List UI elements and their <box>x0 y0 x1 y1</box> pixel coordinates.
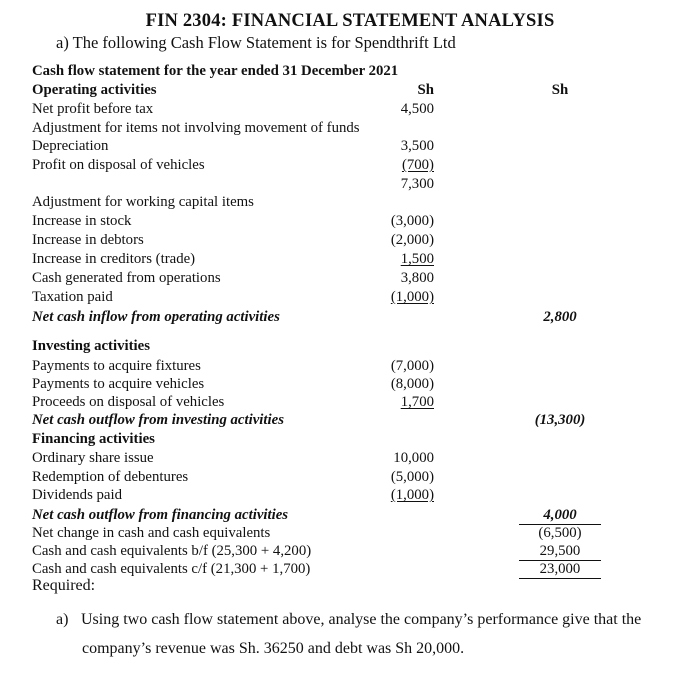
column-header-sh: Sh <box>417 82 434 98</box>
row-amount: 3,800 <box>400 270 434 286</box>
row-total: 2,800 <box>543 309 577 325</box>
row-total: 23,000 <box>519 561 601 579</box>
row-label: Net profit before tax <box>32 101 154 117</box>
statement-row <box>0 232 700 251</box>
row-label: Proceeds on disposal of vehicles <box>32 394 225 410</box>
row-amount: (3,000) <box>390 213 434 229</box>
row-amount: (5,000) <box>390 469 434 485</box>
row-amount: (1,000) <box>390 289 434 305</box>
question-text <box>56 605 682 663</box>
statement-row <box>0 394 700 413</box>
row-total: 4,000 <box>519 507 601 525</box>
row-label: Redemption of debentures <box>32 469 189 485</box>
question-intro: a) The following Cash Flow Statement is for Spendthrift Ltd <box>56 33 456 52</box>
row-label: Dividends paid <box>32 487 123 503</box>
column-header-sh: Sh <box>551 82 569 98</box>
row-amount: (7,000) <box>390 358 434 374</box>
section-heading-investing: Investing activities <box>32 338 150 354</box>
statement-row <box>0 213 700 232</box>
row-total: 29,500 <box>519 543 601 561</box>
row-label: Cash generated from operations <box>32 270 221 286</box>
row-amount: (8,000) <box>390 376 434 392</box>
row-total: (6,500) <box>538 525 582 541</box>
row-label: Cash and cash equivalents c/f (21,300 + 1,700) <box>32 561 311 577</box>
row-total: (13,300) <box>534 412 586 428</box>
row-label: Net change in cash and cash equivalents <box>32 525 271 541</box>
page-title: FIN 2304: FINANCIAL STATEMENT ANALYSIS <box>145 11 555 31</box>
statement-row <box>0 309 700 328</box>
statement-row <box>0 525 700 544</box>
statement-row <box>0 82 700 101</box>
statement-row <box>0 176 700 195</box>
row-amount: (2,000) <box>390 232 434 248</box>
row-amount: 3,500 <box>400 138 434 154</box>
statement-row <box>0 376 700 395</box>
row-label-total: Net cash outflow from financing activities <box>32 507 289 523</box>
row-label: Cash and cash equivalents b/f (25,300 + 4,200) <box>32 543 312 559</box>
row-label: Taxation paid <box>32 289 113 305</box>
question-line-1: Using two cash flow statement above, analyse the company’s performance give that the <box>81 611 642 628</box>
row-label: Adjustment for working capital items <box>32 194 254 210</box>
row-label: Increase in creditors (trade) <box>32 251 196 267</box>
statement-row <box>0 101 700 120</box>
statement-row <box>0 450 700 469</box>
row-label-total: Net cash inflow from operating activities <box>32 309 280 325</box>
statement-row <box>0 157 700 176</box>
row-amount: (1,000) <box>390 487 434 503</box>
statement-row <box>0 358 700 377</box>
statement-row <box>0 138 700 157</box>
section-heading-operating: Operating activities <box>32 82 157 98</box>
statement-row <box>0 543 700 562</box>
row-label: Increase in stock <box>32 213 132 229</box>
row-label: Payments to acquire vehicles <box>32 376 205 392</box>
required-label: Required: <box>32 577 96 594</box>
statement-row <box>0 338 700 357</box>
row-label: Increase in debtors <box>32 232 144 248</box>
row-label-total: Net cash outflow from investing activities <box>32 412 284 428</box>
statement-row <box>0 507 700 526</box>
row-amount: 10,000 <box>393 450 434 466</box>
statement-row <box>0 194 700 213</box>
row-label: Payments to acquire fixtures <box>32 358 201 374</box>
statement-row <box>0 289 700 308</box>
question-number: a) <box>56 611 69 628</box>
row-label: Ordinary share issue <box>32 450 154 466</box>
row-amount: 4,500 <box>400 101 434 117</box>
statement-row <box>0 412 700 431</box>
row-amount: 1,500 <box>400 251 434 267</box>
question-line-2: company’s revenue was Sh. 36250 and debt was Sh 20,000. <box>82 640 465 657</box>
statement-row <box>0 270 700 289</box>
statement-heading: Cash flow statement for the year ended 31 December 2021 <box>32 63 399 79</box>
row-amount: (700) <box>401 157 434 173</box>
row-label: Depreciation <box>32 138 109 154</box>
row-amount: 1,700 <box>400 394 434 410</box>
statement-row <box>0 431 700 450</box>
statement-row <box>0 120 700 139</box>
row-label: Adjustment for items not involving movement of funds <box>32 120 360 136</box>
statement-row <box>0 487 700 506</box>
row-label: Profit on disposal of vehicles <box>32 157 205 173</box>
statement-row <box>0 251 700 270</box>
row-subtotal: 7,300 <box>400 176 434 192</box>
section-heading-financing: Financing activities <box>32 431 155 447</box>
statement-row <box>0 561 700 580</box>
statement-row <box>0 469 700 488</box>
